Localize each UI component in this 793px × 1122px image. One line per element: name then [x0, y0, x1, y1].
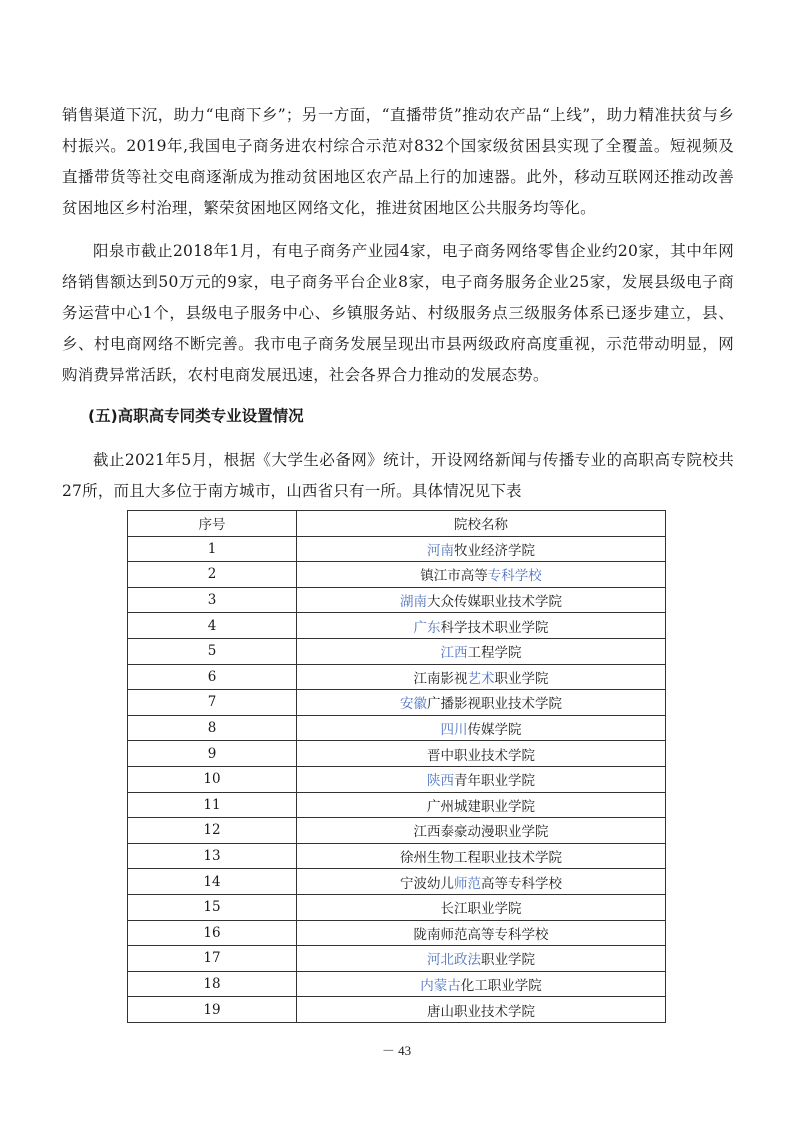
row-school-name	[297, 843, 666, 869]
row-school-name	[297, 997, 666, 1023]
page-number: － 43	[381, 1043, 412, 1058]
row-index: 5	[128, 638, 297, 664]
school-name-link-text: 师范	[454, 875, 481, 892]
row-index: 19	[128, 997, 297, 1023]
table-row	[128, 562, 666, 588]
table-row	[128, 741, 666, 767]
paragraph-yangquan-ecommerce: 阳泉市截止2018年1月，有电子商务产业园4家，电子商务网络零售企业约20家，其中年网络销售额达到50万元的9家，电子商务平台企业8家，电子商务服务企业25家，发展县级电子商务运营中心1个，县级电子服务中心、乡镇服务站、村级服务点三级服务体系已逐步建立，县、乡、村电商网络不断完善。我市电子商务发展呈现出市县两级政府高度重视，示范带动明显，网购消费异常活跃，农村电商发展迅速，社会各界合力推动的发展态势。	[62, 242, 734, 384]
school-name-text: 宁波幼儿	[400, 875, 454, 892]
table-header-row	[128, 511, 666, 537]
table-row	[128, 792, 666, 818]
row-school-name	[297, 664, 666, 690]
row-index: 2	[128, 562, 297, 588]
row-school-name	[297, 613, 666, 639]
table-row	[128, 638, 666, 664]
school-name-text: 职业学院	[494, 670, 549, 687]
row-school-name	[297, 869, 666, 895]
row-school-name	[297, 766, 666, 792]
table-row	[128, 715, 666, 741]
school-name-text: 牧业经济学院	[454, 542, 535, 559]
header-index: 序号	[128, 511, 297, 537]
section-heading: (五)高职高专同类专业设置情况	[88, 407, 304, 425]
school-name-link-text: 安徽	[400, 696, 427, 713]
row-index: 13	[128, 843, 297, 869]
row-school-name	[297, 792, 666, 818]
row-school-name	[297, 690, 666, 716]
row-index: 6	[128, 664, 297, 690]
school-name-link-text: 江西	[440, 645, 468, 662]
school-name-link-text: 专科学校	[487, 568, 542, 585]
row-school-name	[297, 971, 666, 997]
paragraph-ecommerce-poverty: 销售渠道下沉，助力“电商下乡”；另一方面，“直播带货”推动农产品“上线”，助力精准扶贫与乡村振兴。2019年,我国电子商务进农村综合示范对832个国家级贫困县实现了全覆盖。短视频及直播带货等社交电商逐渐成为推动贫困地区农产品上行的加速器。此外，移动互联网还推动改善贫困地区乡村治理，繁荣贫困地区网络文化，推进贫困地区公共服务均等化。	[62, 106, 734, 217]
row-school-name	[297, 638, 666, 664]
school-name-text: 大众传媒职业技术学院	[427, 594, 562, 611]
school-name-text: 工程学院	[467, 645, 522, 662]
school-name-text: 唐山职业技术学院	[427, 1003, 535, 1020]
school-name-text: 广播影视职业技术学院	[427, 696, 562, 713]
table-row	[128, 869, 666, 895]
row-index: 12	[128, 818, 297, 844]
table-row	[128, 536, 666, 562]
school-name-text: 江南影视	[413, 670, 468, 687]
row-index: 16	[128, 920, 297, 946]
school-name-link-text: 陕西	[427, 773, 454, 790]
table-row	[128, 690, 666, 716]
header-school-name: 院校名称	[297, 511, 666, 537]
school-name-text: 青年职业学院	[454, 773, 535, 790]
table-row	[128, 971, 666, 997]
row-school-name	[297, 920, 666, 946]
table-body	[128, 536, 666, 1022]
row-school-name	[297, 818, 666, 844]
school-name-text: 广州城建职业学院	[427, 798, 535, 815]
school-name-link-text: 内蒙古	[420, 977, 461, 994]
row-index: 8	[128, 715, 297, 741]
school-name-link-text: 四川	[440, 722, 468, 739]
school-name-text: 陇南师范高等专科学校	[413, 926, 549, 943]
table-row	[128, 920, 666, 946]
school-name-link-text: 河北政法	[427, 952, 481, 969]
row-index: 4	[128, 613, 297, 639]
school-name-text: 化工职业学院	[460, 977, 542, 994]
table-row	[128, 946, 666, 972]
row-index: 17	[128, 946, 297, 972]
school-name-text: 高等专科学校	[481, 875, 562, 892]
table-row	[128, 587, 666, 613]
school-name-text: 徐州生物工程职业技术学院	[400, 850, 562, 867]
row-index: 14	[128, 869, 297, 895]
row-school-name	[297, 536, 666, 562]
school-name-link-text: 河南	[427, 542, 454, 559]
row-index: 18	[128, 971, 297, 997]
school-name-link-text: 湖南	[400, 594, 427, 611]
school-name-text: 晋中职业技术学院	[427, 747, 535, 764]
row-school-name	[297, 715, 666, 741]
table-row	[128, 818, 666, 844]
table-row	[128, 613, 666, 639]
row-index: 10	[128, 766, 297, 792]
table-row	[128, 766, 666, 792]
row-index: 3	[128, 587, 297, 613]
table-row	[128, 843, 666, 869]
school-name-link-text: 广东	[413, 619, 441, 636]
paragraph-school-stats: 截止2021年5月，根据《大学生必备网》统计，开设网络新闻与传播专业的高职高专院校共27所，而且大多位于南方城市，山西省只有一所。具体情况见下表	[62, 451, 734, 500]
row-index: 15	[128, 894, 297, 920]
row-index: 11	[128, 792, 297, 818]
table-row	[128, 997, 666, 1023]
schools-table	[127, 510, 666, 1023]
table-row	[128, 894, 666, 920]
school-name-text: 长江职业学院	[440, 901, 522, 918]
school-name-link-text: 艺术	[467, 670, 495, 687]
school-name-text: 江西泰豪动漫职业学院	[413, 824, 549, 841]
row-school-name	[297, 587, 666, 613]
row-index: 7	[128, 690, 297, 716]
school-name-text: 科学技术职业学院	[440, 619, 549, 636]
row-school-name	[297, 946, 666, 972]
row-school-name	[297, 894, 666, 920]
table-row	[128, 664, 666, 690]
row-index: 1	[128, 536, 297, 562]
row-index: 9	[128, 741, 297, 767]
row-school-name	[297, 562, 666, 588]
school-name-text: 传媒学院	[467, 722, 522, 739]
school-name-text: 镇江市高等	[420, 568, 488, 585]
school-name-text: 职业学院	[481, 952, 535, 969]
row-school-name	[297, 741, 666, 767]
